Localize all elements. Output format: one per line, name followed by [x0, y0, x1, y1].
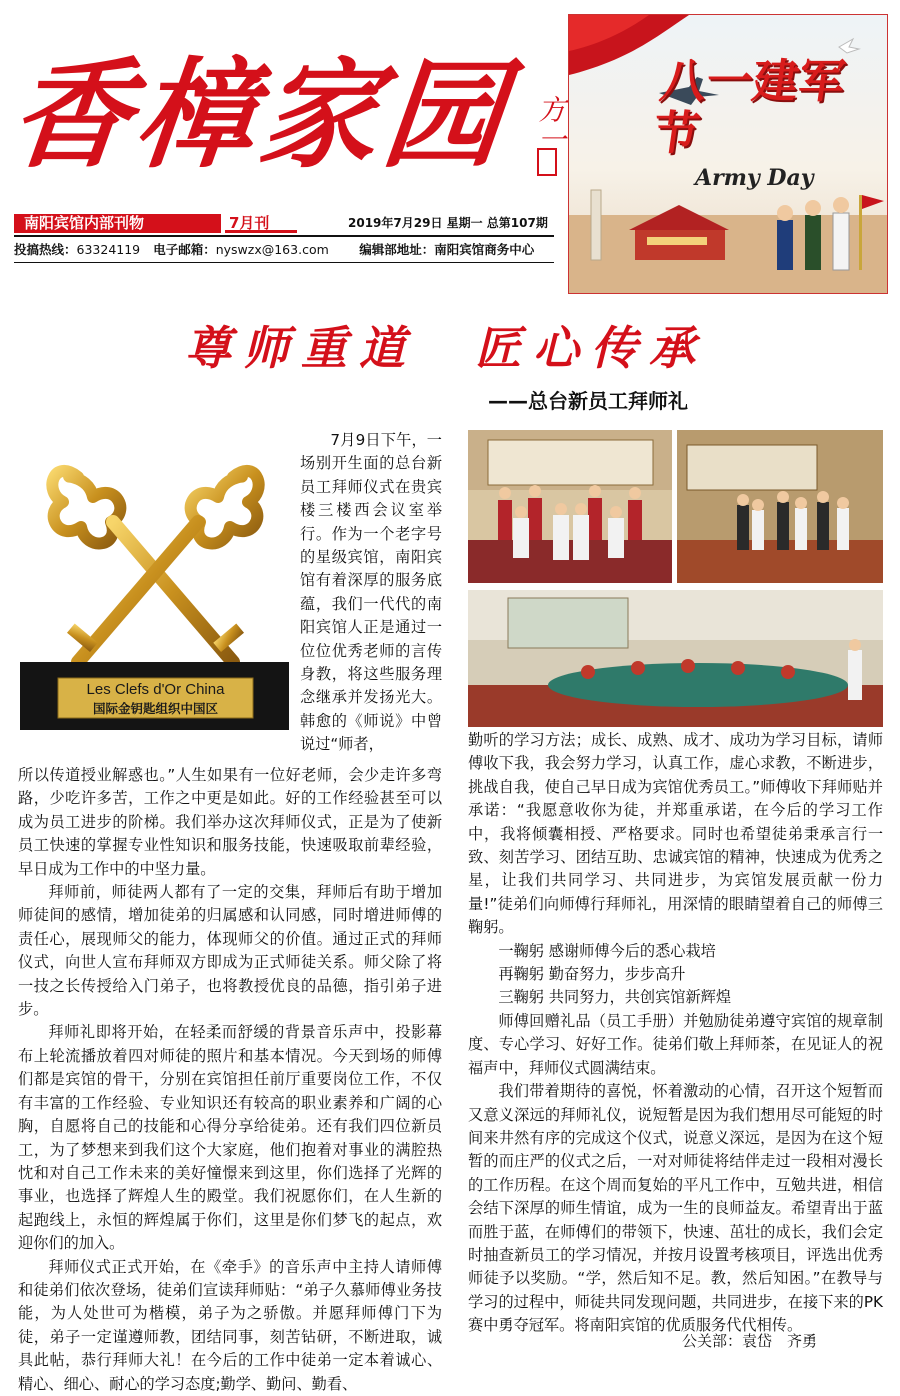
column-icon: [591, 190, 601, 260]
poster-title-en: Army Day: [695, 165, 814, 191]
hotline-number: 63324119: [76, 242, 141, 257]
masthead-divider: [14, 235, 554, 237]
bowing-photo-icon: [677, 430, 883, 583]
paragraph: 我们带着期待的喜悦，怀着激动的心情，召开这个短暂而又意义深远的拜师礼仪，说短暂是因为我们想用尽可能短的时间来井然有序的完成这个仪式，说意义深远，是因为在这个短暂的而庄严的仪式之后，一对对师徒将结伴走过一段相对漫长的工作历程。在这个周而复始的平凡工作中，互勉共进，相信会结下深厚的师生情谊，成为一生的良师益友。希望青出于蓝而胜于蓝，在师傅们的带领下，快速、茁壮的成长，我们会定时抽查新员工的学习情况，并按月设置考核项目，评选出优秀师徒予以奖励。“学，然后知不足。教，然后知困。”在教导与学习的过程中，师徒共同发现问题，共同进步，在接下来的PK赛中勇夺冠军。将南阳宾馆的优质服务代代相传。: [468, 1082, 883, 1335]
issue-info: 2019年7月29日 星期一 总第107期: [348, 216, 548, 230]
article-intro: 7月9日下午，一场别开生面的总台新员工拜师仪式在贵宾楼三楼西会议室举行。作为一个老字号的星级宾馆，南阳宾馆有着深厚的服务底蕴，我们一代代的南阳宾馆人正是通过一位位优秀老师的言传身教，将这些服务理念继承并发扬光大。韩愈的《师说》中曾说过“师者，: [300, 431, 442, 754]
seal-stamp: [537, 148, 557, 176]
ceremony-photo-2: [677, 430, 883, 583]
hotline-label: 投搞热线：: [14, 242, 77, 257]
article-headline: 尊师重道 匠心传承: [185, 321, 707, 375]
plaque-line-1: Les Clefs d'Or China: [86, 681, 225, 698]
calligrapher-signature: 方一: [534, 95, 567, 155]
plaque-line-2: 国际金钥匙组织中国区: [92, 701, 218, 716]
email-label: 电子邮箱：: [153, 242, 216, 257]
masthead-title: 香樟家园: [4, 45, 516, 184]
meeting-room-photo-icon: [468, 590, 883, 727]
army-day-poster: [568, 14, 888, 294]
bow-line-2: 再鞠躬 勤奋努力，步步高升: [498, 965, 686, 984]
paragraph: 拜师仪式正式开始，在《牵手》的音乐声中主持人请师傅和徒弟们依次登场，徒弟们宣读拜师贴：“弟子久慕师傅业务技能，为人处世可为楷模，弟子为之骄傲。并愿拜师傅门下为徒，弟子一定谨遵师教，团结同事，刻苦钻研，不断进取，诚具此帖，恭行拜师大礼！在今后的工作中徒弟一定本着诚心、精心、细心、耐心的学习态度;勤学、勤问、勤看、: [18, 1257, 442, 1393]
paragraph: 勤听的学习方法；成长、成熟、成才、成功为学习目标，请师傅收下我，我会努力学习，认真工作，虚心求教，不断进步，挑战自我，使自己早日成为宾馆优秀员工。”师傅收下拜师贴并承诺：“我愿意收你为徒，并郑重承诺，在今后的学习工作中，我将倾囊相授、严格要求。同时也希望徒弟秉承言行一致、刻苦学习、团结互助、忠诚宾馆的精神，快速成为优秀之星，让我们共同学习、共同进步，为宾馆发展贡献一份力量!”徒弟们向师傅行拜师礼，用深情的眼睛望着自己的师傅三鞠躬。: [468, 731, 883, 937]
paragraph: 所以传道授业解惑也。”人生如果有一位好老师，会少走许多弯路，少吃许多苦，工作之中更是如此。好的工作经验甚至可以成为员工进步的阶梯。我们举办这次拜师仪式，正是为了使新员工快速的掌握专业性知识和服务技能，快速吸取前辈经验，早日成为工作中的中坚力量。: [18, 766, 442, 878]
contact-divider: [14, 262, 554, 263]
group-photo-icon: [468, 430, 672, 583]
email-address: nyswzx@163.com: [215, 242, 329, 257]
contact-line: [14, 241, 534, 259]
address-value: 南阳宾馆商务中心: [434, 242, 535, 257]
poster-title-cn: 八一建军节: [649, 54, 849, 160]
golden-keys-image: [18, 437, 291, 730]
byline: 公关部：袁岱 齐勇: [682, 1332, 818, 1350]
paragraph: 拜师礼即将开始，在轻柔而舒缓的背景音乐声中，投影幕布上轮流播放着四对师徒的照片和基本情况。今天到场的师傅们都是宾馆的骨干，分别在宾馆担任前厅重要岗位工作，不仅有丰富的工作经验、专业知识还有较高的职业素养和广阔的心胸，自愿将自己的技能和心得分享给徒弟。还有我们四位新员工，为了梦想来到我们这个大家庭，他们抱着对事业的满腔热忱和对自己工作未来的美好憧憬来到这里，你们选择了光辉的事业，也选择了辉煌人生的殿堂。我们祝愿你们，在人生新的起跑线上，永恒的辉煌属于你们，这里是你们梦飞的起点，欢迎你们的加入。: [18, 1023, 442, 1253]
address-label: 编辑部地址：: [359, 242, 435, 257]
dove-icon: [839, 39, 859, 53]
paragraph: 师傅回赠礼品（员工手册）并勉励徒弟遵守宾馆的规章制度、专心学习、好好工作。徒弟们敬上拜师茶，在见证人的祝福声中，拜师仪式圆满结束。: [468, 1011, 883, 1077]
left-column: [18, 764, 442, 1396]
publication-label: 南阳宾馆内部刊物: [14, 214, 221, 233]
month-label: 7月刊: [225, 214, 297, 233]
ceremony-photo-1: [468, 430, 672, 583]
ceremony-photo-3: [468, 590, 883, 727]
bow-line-3: 三鞠躬 共同努力，共创宾馆新辉煌: [498, 988, 732, 1007]
paragraph: 拜师前，师徒两人都有了一定的交集，拜师后有助于增加师徒间的感情，增加徒弟的归属感和认同感，同时增进师傅的责任心，展现师父的能力，体现师父的价值。通过正式的拜师仪式，向世人宣布拜师双方即成为正式师徒关系。师父除了将一技之长传授给入门弟子，也将教授优良的品德，指引弟子进步。: [18, 883, 442, 1019]
article-subhead: ——总台新员工拜师礼: [488, 389, 688, 413]
right-column: [468, 729, 883, 1338]
bow-line-1: 一鞠躬 感谢师傅今后的悉心栽培: [498, 941, 716, 960]
